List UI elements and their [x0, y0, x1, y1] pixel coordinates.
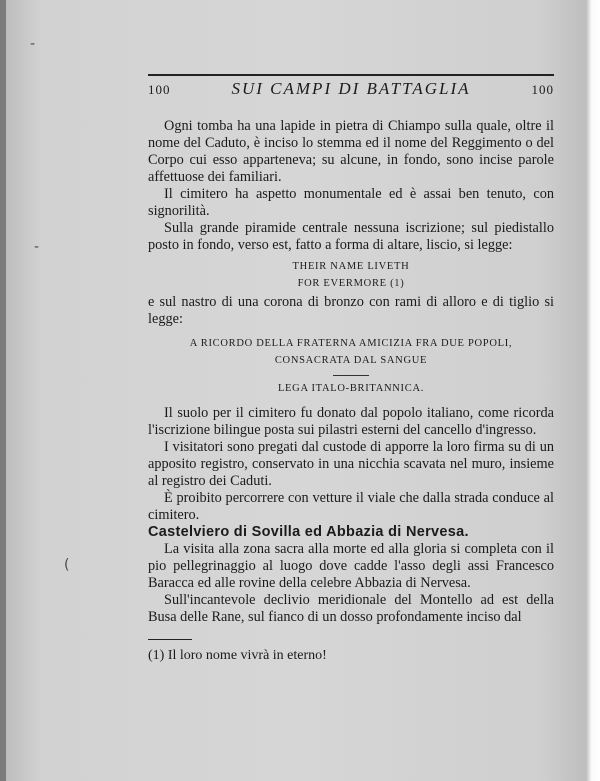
page-number-left: 100 [148, 82, 171, 97]
paragraph: Il cimitero ha aspetto monumentale ed è assai ben tenuto, con signorilità. [148, 186, 554, 219]
page-edge [586, 0, 600, 781]
inscription-signature: LEGA ITALO-BRITANNICA. [277, 383, 425, 394]
paragraph: La visita alla zona sacra alla morte ed alla gloria si completa con il pio pellegrinaggio al luogo dove cadde l'asso degli assi Francesco Baracca ed alle rovine della celebre Abbazia di Nervesa. [148, 541, 554, 591]
paragraph: Ogni tomba ha una lapide in pietra di Chiampo sulla quale, oltre il nome del Caduto, è inciso lo stemma ed il nome del Reggimento o del Corpo cui esso apparteneva; su alcune, in fondo, sono incise parole affettuose dei familiari. [148, 118, 554, 185]
paragraph: Il suolo per il cimitero fu donato dal popolo italiano, come ricorda l'iscrizione bilingue posta sui pilastri esterni del cancello d'ingresso. [148, 405, 554, 438]
margin-mark: - [34, 239, 40, 255]
inscription-line: FOR EVERMORE (1) [297, 278, 405, 289]
margin-mark: ( [64, 557, 70, 573]
margin-mark: - [30, 36, 36, 52]
inscription-divider [333, 375, 369, 376]
inscription-line: CONSACRATA DAL SANGUE [274, 355, 428, 366]
section-heading: Castelviero di Sovilla ed Abbazia di Nervesa. [148, 524, 469, 540]
paragraph: È proibito percorrere con vetture il viale che dalla strada conduce al cimitero. [148, 490, 554, 523]
footnote-divider [148, 639, 192, 640]
inscription-line: THEIR NAME LIVETH [292, 261, 410, 272]
running-title: SUI CAMPI DI BATTAGLIA [231, 79, 471, 98]
paragraph: Sull'incantevole declivio meridionale del Montello ad est della Busa delle Rane, sul fianco di un dosso profondamente inciso dal [148, 592, 554, 625]
page-body [148, 118, 554, 664]
paragraph: Sulla grande piramide centrale nessuna iscrizione; sul piedistallo posto in fondo, verso est, fatto a forma di altare, liscio, si legge: [148, 220, 554, 253]
page-number-right: 100 [531, 82, 554, 97]
footnote: (1) Il loro nome vivrà in eterno! [148, 648, 327, 663]
inscription-line: A RICORDO DELLA FRATERNA AMICIZIA FRA DUE POPOLI, [189, 338, 513, 349]
paragraph: I visitatori sono pregati dal custode di apporre la loro firma su di un apposito registro, conservato in una nicchia scavata nel muro, insieme al registro dei Caduti. [148, 439, 554, 489]
paragraph: e sul nastro di una corona di bronzo con rami di alloro e di tiglio si legge: [148, 294, 554, 327]
running-header [148, 74, 554, 106]
